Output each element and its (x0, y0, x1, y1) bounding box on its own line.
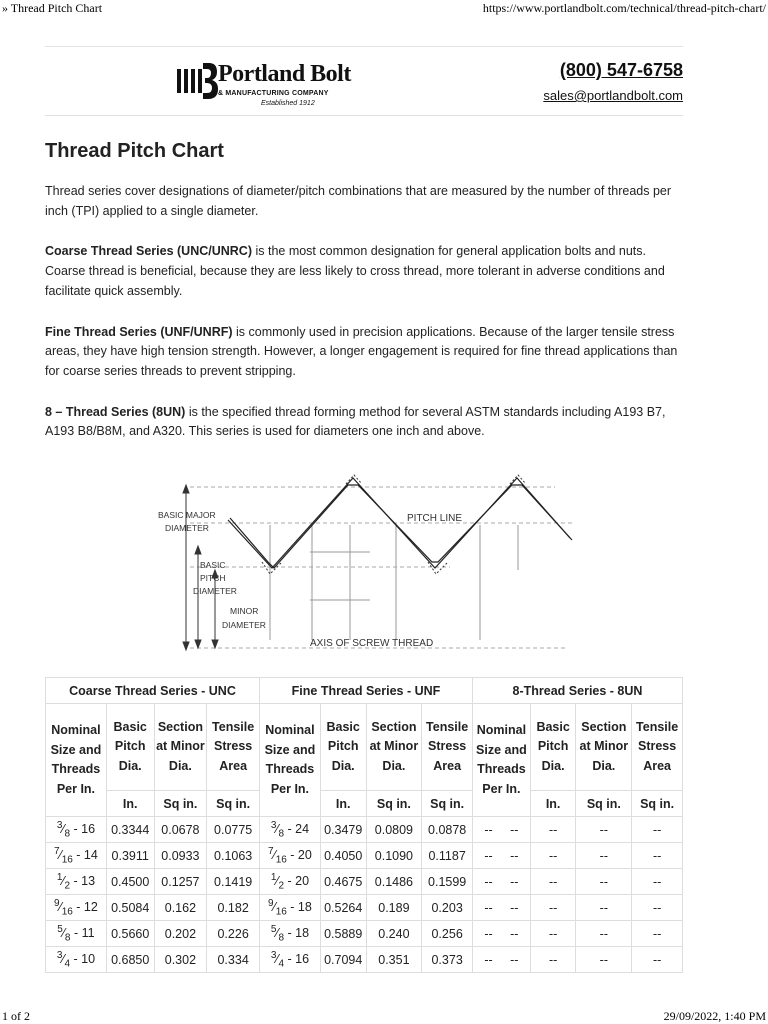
label-minor-2: DIAMETER (222, 620, 266, 630)
cell-pitch: 0.5084 (106, 895, 154, 921)
cell-nominal-size: $^3⁄_8 - 24$ (260, 817, 321, 843)
cell-nominal-size: $^3⁄_4 - 16$ (260, 947, 321, 973)
cell-pitch: 0.5889 (320, 921, 366, 947)
cell-section: 0.162 (154, 895, 207, 921)
cell-tensile: -- (632, 869, 683, 895)
cell-section: 0.189 (366, 895, 422, 921)
cell-nominal-size: $^5⁄_8 - 11$ (46, 921, 107, 947)
table-unit-row (46, 791, 683, 817)
col-nominal: Nominal Size and Threads Per In. (472, 704, 530, 817)
fine-paragraph: Fine Thread Series (UNF/UNRF) is commonly used in precision applications. Because of the larger tensile stress areas, they have high tension strength. However, a longer engagement is required for fine thread applications than for coarse series threads to prevent stripping. (45, 324, 678, 378)
label-pitch-line: PITCH LINE (407, 513, 463, 524)
cell-pitch: 0.4050 (320, 843, 366, 869)
cell-section: 0.0809 (366, 817, 422, 843)
print-page-title: » Thread Pitch Chart (2, 1, 103, 15)
cell-nominal-size: $^9⁄_{16} - 18$ (260, 895, 321, 921)
label-basic-pitch-2: PITCH (200, 573, 226, 583)
unit-pitch: In. (320, 791, 366, 817)
cell-nominal-size: -- -- (472, 843, 530, 869)
label-minor: MINOR (230, 606, 259, 616)
cell-section: 0.0933 (154, 843, 207, 869)
cell-pitch: 0.3344 (106, 817, 154, 843)
col-tensile: Tensile Stress Area (207, 704, 260, 791)
eight-term: 8 – Thread Series (8UN) (45, 404, 186, 419)
coarse-paragraph: Coarse Thread Series (UNC/UNRC) is the most common designation for general application bolts and nuts. Coarse thread is beneficial, because they are less likely to cross thread, more tolerant in adverse conditions and facilitate quick assembly. (45, 244, 665, 298)
cell-section: -- (576, 947, 632, 973)
bolt-mark-icon (175, 61, 219, 101)
cell-tensile: -- (632, 947, 683, 973)
site-header (45, 47, 683, 115)
print-header (0, 0, 768, 18)
cell-nominal-size: $^7⁄_{16} - 14$ (46, 843, 107, 869)
col-pitch: Basic Pitch Dia. (320, 704, 366, 791)
cell-nominal-size: $^9⁄_{16} - 12$ (46, 895, 107, 921)
cell-nominal-size: $^5⁄_8 - 18$ (260, 921, 321, 947)
cell-tensile: 0.0775 (207, 817, 260, 843)
table-row (46, 869, 683, 895)
cell-tensile: 0.373 (422, 947, 473, 973)
print-datetime: 29/09/2022, 1:40 PM (663, 1009, 766, 1023)
phone-link[interactable]: (800) 547-6758 (559, 60, 683, 80)
label-axis: AXIS OF SCREW THREAD (310, 638, 434, 649)
cell-section: 0.351 (366, 947, 422, 973)
cell-tensile: -- (632, 921, 683, 947)
cell-section: 0.0678 (154, 817, 207, 843)
col-section: Section at Minor Dia. (154, 704, 207, 791)
cell-nominal-size: $^3⁄_4 - 10$ (46, 947, 107, 973)
cell-tensile: 0.334 (207, 947, 260, 973)
group-unc: Coarse Thread Series - UNC (46, 678, 260, 704)
cell-pitch: -- (530, 843, 576, 869)
col-tensile: Tensile Stress Area (632, 704, 683, 791)
cell-nominal-size: -- -- (472, 869, 530, 895)
cell-pitch: -- (530, 895, 576, 921)
table-body (46, 817, 683, 973)
cell-section: -- (576, 869, 632, 895)
unit-section: Sq in. (366, 791, 422, 817)
print-page-url: https://www.portlandbolt.com/technical/thread-pitch-chart/ (482, 1, 766, 15)
cell-tensile: 0.256 (422, 921, 473, 947)
cell-tensile: 0.203 (422, 895, 473, 921)
col-tensile: Tensile Stress Area (422, 704, 473, 791)
header-divider-bottom (45, 115, 683, 116)
thread-diagram (150, 470, 580, 655)
cell-pitch: 0.3479 (320, 817, 366, 843)
cell-pitch: 0.5264 (320, 895, 366, 921)
logo-established: Established 1912 (261, 100, 315, 107)
cell-section: 0.1090 (366, 843, 422, 869)
label-basic-major-2: DIAMETER (165, 523, 209, 533)
cell-tensile: 0.0878 (422, 817, 473, 843)
cell-pitch: 0.3911 (106, 843, 154, 869)
page-title: Thread Pitch Chart (45, 140, 224, 162)
table-row (46, 843, 683, 869)
email-link[interactable]: sales@portlandbolt.com (543, 88, 683, 103)
group-unf: Fine Thread Series - UNF (260, 678, 473, 704)
cell-tensile: 0.182 (207, 895, 260, 921)
cell-section: 0.302 (154, 947, 207, 973)
cell-nominal-size: -- -- (472, 947, 530, 973)
cell-pitch: 0.6850 (106, 947, 154, 973)
cell-section: -- (576, 921, 632, 947)
unit-tensile: Sq in. (422, 791, 473, 817)
coarse-term: Coarse Thread Series (UNC/UNRC) (45, 244, 252, 259)
col-pitch: Basic Pitch Dia. (106, 704, 154, 791)
eight-paragraph: 8 – Thread Series (8UN) is the specified thread forming method for several ASTM standards including A193 B7, A193 B8/B8M, and A320. This series is used for diameters one inch and above. (45, 404, 666, 439)
cell-pitch: -- (530, 921, 576, 947)
cell-nominal-size: $^3⁄_8 - 16$ (46, 817, 107, 843)
cell-tensile: -- (632, 843, 683, 869)
label-basic-pitch: BASIC (200, 560, 226, 570)
cell-tensile: 0.1599 (422, 869, 473, 895)
cell-section: -- (576, 895, 632, 921)
cell-tensile: 0.226 (207, 921, 260, 947)
cell-tensile: 0.1187 (422, 843, 473, 869)
cell-tensile: -- (632, 895, 683, 921)
unit-tensile: Sq in. (207, 791, 260, 817)
group-8un: 8-Thread Series - 8UN (472, 678, 682, 704)
table-row (46, 817, 683, 843)
cell-section: 0.1257 (154, 869, 207, 895)
unit-pitch: In. (106, 791, 154, 817)
cell-nominal-size: -- -- (472, 817, 530, 843)
cell-pitch: 0.4500 (106, 869, 154, 895)
unit-pitch: In. (530, 791, 576, 817)
table-row (46, 895, 683, 921)
cell-pitch: 0.4675 (320, 869, 366, 895)
table-row (46, 921, 683, 947)
fine-term: Fine Thread Series (UNF/UNRF) (45, 324, 233, 339)
logo-name: Portland Bolt (218, 61, 351, 87)
unit-section: Sq in. (154, 791, 207, 817)
cell-tensile: 0.1419 (207, 869, 260, 895)
table-desc-header-row (46, 704, 683, 791)
cell-section: 0.240 (366, 921, 422, 947)
cell-section: -- (576, 843, 632, 869)
label-basic-pitch-3: DIAMETER (193, 586, 237, 596)
cell-section: 0.202 (154, 921, 207, 947)
col-pitch: Basic Pitch Dia. (530, 704, 576, 791)
col-section: Section at Minor Dia. (366, 704, 422, 791)
print-page-number: 1 of 2 (2, 1009, 30, 1023)
cell-pitch: -- (530, 817, 576, 843)
cell-nominal-size: -- -- (472, 921, 530, 947)
unit-section: Sq in. (576, 791, 632, 817)
portland-bolt-logo[interactable] (175, 57, 385, 107)
cell-tensile: -- (632, 817, 683, 843)
cell-pitch: -- (530, 869, 576, 895)
cell-pitch: -- (530, 947, 576, 973)
logo-subtitle: & MANUFACTURING COMPANY (218, 90, 329, 97)
cell-nominal-size: $^1⁄_2 - 20$ (260, 869, 321, 895)
table-row (46, 947, 683, 973)
cell-pitch: 0.7094 (320, 947, 366, 973)
cell-nominal-size: $^7⁄_{16} - 20$ (260, 843, 321, 869)
cell-section: 0.1486 (366, 869, 422, 895)
cell-nominal-size: -- -- (472, 895, 530, 921)
table-group-header-row (46, 678, 683, 704)
label-basic-major: BASIC MAJOR (158, 510, 216, 520)
thread-pitch-table (45, 677, 683, 973)
col-nominal: Nominal Size and Threads Per In. (260, 704, 321, 817)
col-section: Section at Minor Dia. (576, 704, 632, 791)
col-nominal: Nominal Size and Threads Per In. (46, 704, 107, 817)
article-body (45, 182, 685, 463)
print-footer (0, 1008, 768, 1024)
cell-section: -- (576, 817, 632, 843)
cell-nominal-size: $^1⁄_2 - 13$ (46, 869, 107, 895)
intro-paragraph: Thread series cover designations of diameter/pitch combinations that are measured by the number of threads per inch (TPI) applied to a single diameter. (45, 184, 672, 218)
cell-tensile: 0.1063 (207, 843, 260, 869)
unit-tensile: Sq in. (632, 791, 683, 817)
cell-pitch: 0.5660 (106, 921, 154, 947)
